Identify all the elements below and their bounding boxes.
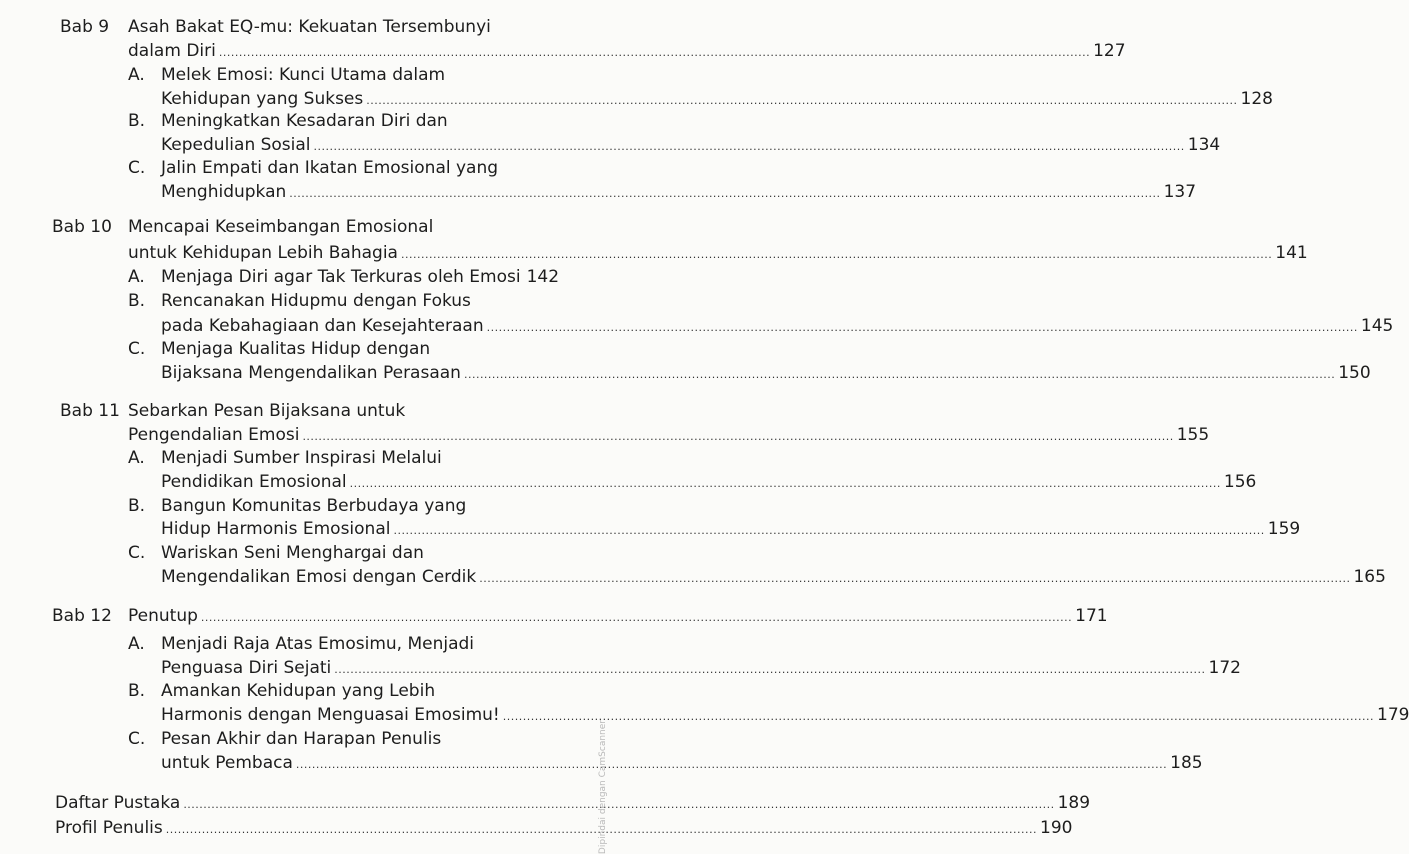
toc-entry[interactable] (0, 264, 600, 290)
item-title: Menghidupkan (161, 182, 287, 202)
page-number: 145 (1360, 316, 1394, 336)
chapter-title: Mencapai Keseimbangan Emosional (128, 217, 434, 237)
toc-chapter-heading (0, 214, 600, 240)
toc-subentry (0, 62, 600, 88)
toc-subentry (0, 445, 600, 471)
leader-dots (296, 752, 1167, 778)
item-letter: B. (128, 111, 146, 131)
item-title: Rencanakan Hidupmu dengan Fokus (161, 291, 471, 311)
toc-entry[interactable] (0, 603, 1108, 629)
scanner-watermark: Dipindai dengan CamScanner (598, 720, 608, 854)
page-number: 137 (1163, 182, 1197, 202)
item-title: Kepedulian Sosial (161, 135, 311, 155)
page-number: 171 (1075, 606, 1108, 626)
toc-subentry (0, 726, 600, 752)
toc-entry[interactable] (0, 38, 1126, 64)
item-title: Menjaga Kualitas Hidup dengan (161, 339, 431, 359)
item-letter: A. (128, 65, 145, 85)
toc-chapter-heading (0, 14, 600, 40)
item-title: Menjadi Raja Atas Emosimu, Menjadi (161, 634, 475, 654)
toc-chapter-heading (0, 398, 600, 424)
toc-subentry (0, 336, 600, 362)
toc-entry[interactable] (0, 815, 1073, 841)
page-number: 165 (1353, 567, 1386, 587)
page-number: 185 (1170, 753, 1203, 773)
item-title: pada Kebahagiaan dan Kesejahteraan (161, 316, 484, 336)
item-letter: A. (128, 448, 145, 468)
item-letter: A. (128, 267, 145, 287)
page-number: 141 (1275, 243, 1308, 263)
item-title: Pendidikan Emosional (161, 472, 347, 492)
item-letter: B. (128, 681, 146, 701)
item-letter: B. (128, 291, 146, 311)
page-number: 155 (1176, 425, 1210, 445)
chapter-label: Bab 10 (52, 217, 112, 237)
item-letter: C. (128, 339, 146, 359)
toc-subentry (0, 288, 600, 314)
toc-subentry (0, 155, 600, 181)
chapter-label: Bab 12 (52, 606, 112, 626)
toc-entry[interactable] (0, 564, 1386, 590)
toc-entry[interactable] (0, 360, 1371, 386)
toc-subentry (0, 631, 600, 657)
item-title: Melek Emosi: Kunci Utama dalam (161, 65, 446, 85)
toc-entry[interactable] (0, 702, 1409, 728)
page-number: 156 (1223, 472, 1257, 492)
page-number: 150 (1338, 363, 1371, 383)
chapter-title: Asah Bakat EQ-mu: Kekuatan Tersembunyi (128, 17, 491, 37)
toc-subentry (0, 540, 600, 566)
item-title: Harmonis dengan Menguasai Emosimu! (161, 705, 500, 725)
toc-subentry (0, 678, 600, 704)
item-title: Menjadi Sumber Inspirasi Melalui (161, 448, 442, 468)
chapter-label: Bab 11 (60, 401, 120, 421)
toc-subentry (0, 108, 600, 134)
page-number: 159 (1267, 519, 1301, 539)
leader-dots (289, 181, 1160, 207)
item-title: Menjaga Diri agar Tak Terkuras oleh Emosi (161, 267, 521, 287)
page-number: 172 (1208, 658, 1241, 678)
page-number: 190 (1040, 818, 1073, 838)
page-number: 189 (1057, 793, 1091, 813)
item-title: untuk Pembaca (161, 753, 293, 773)
item-letter: C. (128, 543, 146, 563)
item-letter: B. (128, 496, 146, 516)
page-number: 128 (1240, 89, 1273, 109)
toc-entry[interactable] (0, 469, 1257, 495)
toc-entry[interactable] (0, 750, 1203, 776)
item-letter: C. (128, 729, 146, 749)
toc-entry[interactable] (0, 240, 1308, 266)
chapter-title: Penutup (128, 606, 198, 626)
item-title: Wariskan Seni Menghargai dan (161, 543, 424, 563)
item-title: Jalin Empati dan Ikatan Emosional yang (161, 158, 499, 178)
toc-entry[interactable] (0, 179, 1197, 205)
chapter-title: Pengendalian Emosi (128, 425, 300, 445)
page-number: 179 (1377, 705, 1409, 725)
page-number: 127 (1093, 41, 1126, 61)
leader-dots (201, 605, 1072, 631)
toc-entry[interactable] (0, 516, 1301, 542)
chapter-label: Bab 9 (60, 17, 110, 37)
back-matter-title: Daftar Pustaka (55, 793, 181, 813)
item-letter: C. (128, 158, 146, 178)
item-title: Pesan Akhir dan Harapan Penulis (161, 729, 442, 749)
chapter-title: Sebarkan Pesan Bijaksana untuk (128, 401, 406, 421)
page-number: 134 (1187, 135, 1221, 155)
item-title: Bijaksana Mengendalikan Perasaan (161, 363, 461, 383)
back-matter-title: Profil Penulis (55, 818, 163, 838)
item-title: Kehidupan yang Sukses (161, 89, 364, 109)
page-number: 142 (526, 267, 560, 287)
item-title: Bangun Komunitas Berbudaya yang (161, 496, 467, 516)
item-letter: A. (128, 634, 145, 654)
item-title: Penguasa Diri Sejati (161, 658, 332, 678)
item-title: Mengendalikan Emosi dengan Cerdik (161, 567, 477, 587)
item-title: Meningkatkan Kesadaran Diri dan (161, 111, 448, 131)
leader-dots (503, 704, 1374, 730)
leader-dots (464, 362, 1335, 388)
item-title: Amankan Kehidupan yang Lebih (161, 681, 436, 701)
chapter-title: dalam Diri (128, 41, 216, 61)
toc-entry[interactable] (0, 790, 1091, 816)
item-title: Hidup Harmonis Emosional (161, 519, 391, 539)
leader-dots (487, 315, 1358, 341)
leader-dots (479, 566, 1350, 592)
chapter-title: untuk Kehidupan Lebih Bahagia (128, 243, 398, 263)
